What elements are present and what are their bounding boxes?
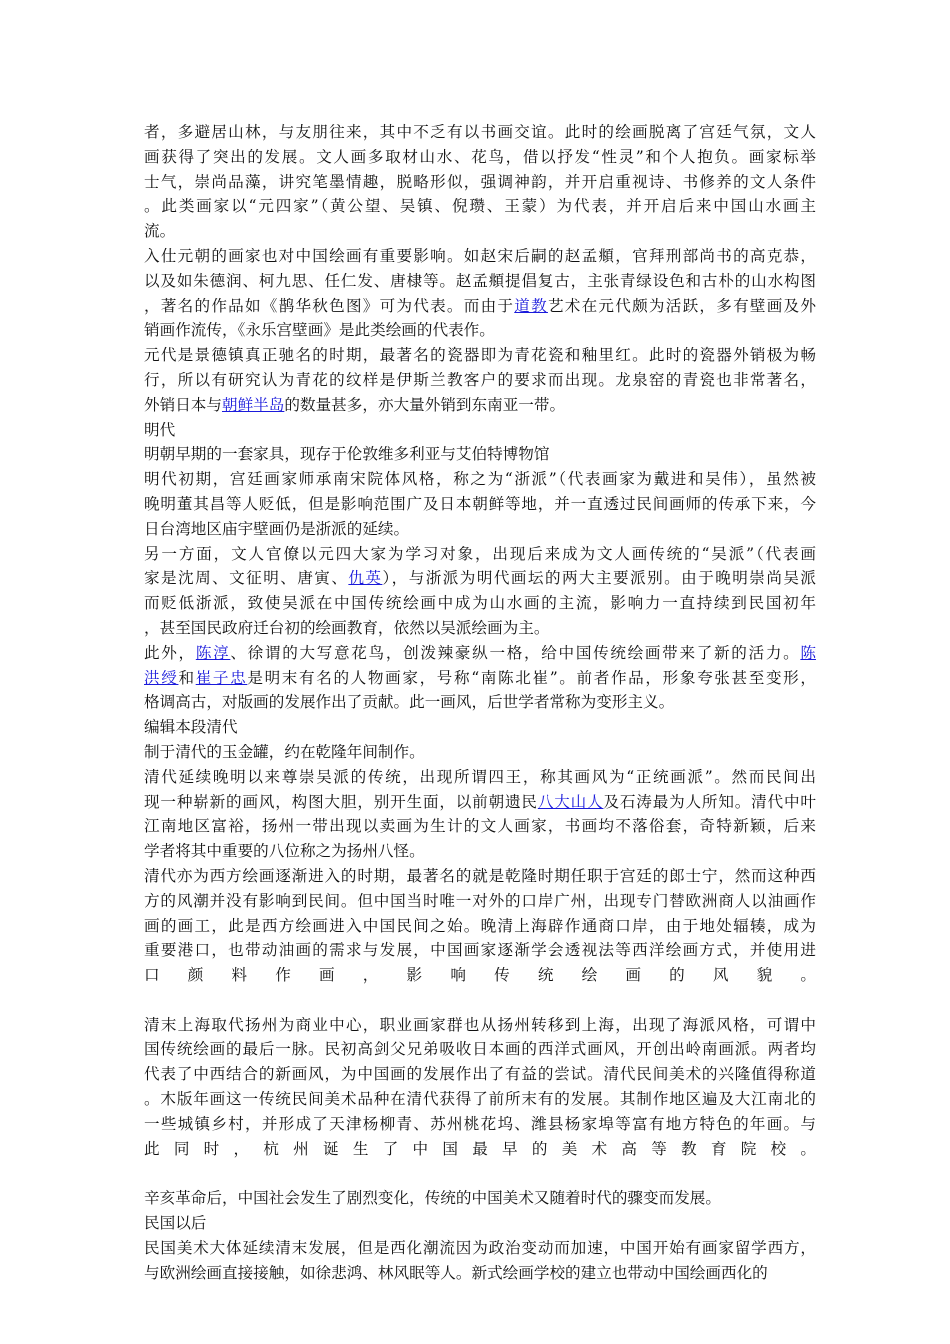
text-line xyxy=(144,641,816,666)
text-line xyxy=(144,1261,816,1286)
text-line xyxy=(144,1161,816,1186)
text-run: 的数量甚多，亦大量外销到东南亚一带。 xyxy=(284,395,566,414)
text-run: 明代 xyxy=(144,420,176,439)
text-line xyxy=(144,1037,816,1062)
text-run: 及石涛最为人所知。清代中叶 xyxy=(603,792,816,811)
text-run: 另一方面，文人官僚以元四大家为学习对象，出现后来成为文人画传统的“吴派”（代表画 xyxy=(144,544,816,563)
text-line xyxy=(144,244,816,269)
text-run: 江南地区富裕，扬州一带出现以卖画为生计的文人画家，书画均不落俗套，奇特新颖，后来 xyxy=(144,817,816,836)
text-run: 民国以后 xyxy=(144,1214,207,1233)
text-run: 此同时，杭州诞生了中国最早的美术高等教育院校。 xyxy=(144,1139,816,1158)
paragraph xyxy=(144,864,816,1013)
text-line xyxy=(144,294,816,319)
text-run: ），与浙派为明代画坛的两大主要派别。由于晚明崇尚吴派 xyxy=(382,569,816,588)
text-run: 民国美术大体延续清末发展，但是西化潮流因为政治变动而加速，中国开始有画家留学西方， xyxy=(144,1238,816,1257)
text-run: 者，多避居山林，与友朋往来，其中不乏有以书画交谊。此时的绘画脱离了宫廷气氛，文人 xyxy=(144,123,816,141)
text-run: 编辑本段清代 xyxy=(144,718,238,737)
text-line xyxy=(144,418,816,443)
text-run: 。此类画家以“元四家”（黄公望、吴镇、倪瓒、王蒙）为代表，并开启后来中国山水画主 xyxy=(144,197,816,216)
paragraph xyxy=(144,120,816,244)
text-line xyxy=(144,467,816,492)
text-run: 学者将其中重要的八位称之为扬州八怪。 xyxy=(144,842,425,861)
text-line xyxy=(144,1236,816,1261)
text-run: 。木版年画这一传统民间美术品种在清代获得了前所末有的发展。其制作地区遍及大江南北的 xyxy=(144,1090,816,1109)
text-run: 画的画工，此是西方绘画进入中国民间之始。晚清上海辟作通商口岸，由于地处辐辏，成为 xyxy=(144,916,816,935)
text-line xyxy=(144,368,816,393)
text-line xyxy=(144,839,816,864)
text-run: 艺术在元代颇为活跃，多有壁画及外 xyxy=(547,296,816,315)
text-line xyxy=(144,1062,816,1087)
text-line xyxy=(144,517,816,542)
inline-link[interactable]: 仇英 xyxy=(348,569,383,588)
text-line xyxy=(144,343,816,368)
text-line xyxy=(144,219,816,244)
text-run: 明朝早期的一套家具，现存于伦敦维多利亚与艾伯特博物馆 xyxy=(144,445,550,464)
document-page xyxy=(144,120,816,1285)
text-line xyxy=(144,765,816,790)
text-run: 清代亦为西方绘画逐渐进入的时期，最著名的就是乾隆时期任职于宫廷的郎士宁，然而这种西 xyxy=(144,866,816,885)
text-run: 一些城镇乡村，并形成了天津杨柳青、苏州桃花坞、潍县杨家埠等富有地方特色的年画。与 xyxy=(144,1114,816,1133)
text-run: 、徐谓的大写意花鸟，创泼辣豪纵一格，给中国传统绘画带来了新的活力。 xyxy=(230,643,801,662)
text-run: 晚明董其昌等人贬低，但是影响范围广及日本朝鲜等地，并一直透过民间画师的传承下来，今 xyxy=(144,494,816,513)
inline-link[interactable]: 洪绶 xyxy=(144,668,179,687)
text-line xyxy=(144,442,816,467)
paragraph xyxy=(144,542,816,641)
text-line xyxy=(144,666,816,691)
text-run: 制于清代的玉金罐，约在乾隆年间制作。 xyxy=(144,742,425,761)
text-line xyxy=(144,740,816,765)
inline-link[interactable]: 八大山人 xyxy=(537,792,604,811)
text-line xyxy=(144,393,816,418)
paragraph xyxy=(144,1236,816,1286)
text-line xyxy=(144,814,816,839)
text-run: 口颜料作画，影响传统绘画的风貌。 xyxy=(144,966,816,985)
text-run: 以及如朱德润、柯九思、任仁发、唐棣等。赵孟頫提倡复古，主张青绿设色和古朴的山水构图 xyxy=(144,271,816,290)
text-line xyxy=(144,1013,816,1038)
text-line xyxy=(144,1137,816,1162)
text-line xyxy=(144,715,816,740)
inline-link[interactable]: 陈淳 xyxy=(195,643,231,662)
text-line xyxy=(144,1087,816,1112)
paragraph xyxy=(144,418,816,443)
text-line xyxy=(144,269,816,294)
text-run: 国传统绘画的最后一脉。民初高剑父兄弟吸收日本画的西洋式画风，开创出岭南画派。两者均 xyxy=(144,1040,816,1059)
text-run: 家是沈周、文征明、唐寅、 xyxy=(144,569,349,588)
text-line xyxy=(144,938,816,963)
inline-link[interactable]: 道教 xyxy=(514,296,548,315)
text-run: 流。 xyxy=(144,222,176,241)
text-line xyxy=(144,591,816,616)
text-run: 入仕元朝的画家也对中国绘画有重要影响。如赵宋后嗣的赵孟頫，官拜刑部尚书的高克恭， xyxy=(144,246,816,265)
text-line xyxy=(144,988,816,1013)
text-run: 与欧洲绘画直接接触，如徐悲鸿、林风眠等人。新式绘画学校的建立也带动中国绘画西化的 xyxy=(144,1263,768,1282)
text-line xyxy=(144,194,816,219)
text-run: 格调高古，对版画的发展作出了贡献。此一画风，后世学者常称为变形主义。 xyxy=(144,693,675,712)
paragraph xyxy=(144,765,816,864)
paragraph xyxy=(144,1211,816,1236)
text-line xyxy=(144,1112,816,1137)
text-run: 明代初期，宫廷画家师承南宋院体风格，称之为“浙派”（代表画家为戴进和吴伟），虽然被 xyxy=(144,470,816,489)
text-line xyxy=(144,170,816,195)
text-run: 销画作流传，《永乐宫壁画》是此类绘画的代表作。 xyxy=(144,321,495,340)
text-line xyxy=(144,790,816,815)
text-line xyxy=(144,864,816,889)
text-run: 士气，崇尚品藻，讲究笔墨情趣，脱略形似，强调神韵，并开启重视诗、书修养的文人条件 xyxy=(144,172,816,191)
text-run: ，著名的作品如《鹊华秋色图》可为代表。而由于 xyxy=(144,296,515,315)
text-line xyxy=(144,318,816,343)
text-run: 外销日本与 xyxy=(144,395,222,414)
text-run: 而贬低浙派，致使吴派在中国传统绘画中成为山水画的主流，影响力一直持续到民国初年 xyxy=(144,594,816,613)
text-line xyxy=(144,914,816,939)
text-run: 行，所以有研究认为青花的纹样是伊斯兰教客户的要求而出现。龙泉窑的青瓷也非常著名， xyxy=(144,370,816,389)
text-run: 日台湾地区庙宇壁画仍是浙派的延续。 xyxy=(144,519,410,538)
text-run: 代表了中西结合的新画风，为中国画的发展作出了有益的尝试。清代民间美术的兴隆值得称道 xyxy=(144,1065,816,1084)
text-run: 清末上海取代扬州为商业中心，职业画家群也从扬州转移到上海，出现了海派风格，可谓中 xyxy=(144,1015,816,1034)
text-run: 清代延续晚明以来尊崇吴派的传统，出现所谓四王，称其画风为“正统画派”。然而民间出 xyxy=(144,767,816,786)
paragraph xyxy=(144,641,816,715)
text-run: 画获得了突出的发展。文人画多取材山水、花鸟，借以抒发“性灵”和个人抱负。画家标举 xyxy=(144,147,816,166)
inline-link[interactable]: 朝鲜半岛 xyxy=(221,395,285,414)
inline-link[interactable]: 崔子忠 xyxy=(195,668,248,687)
text-run: 此外， xyxy=(144,643,196,662)
text-run: 辛亥革命后，中国社会发生了剧烈变化，传统的中国美术又随着时代的骤变而发展。 xyxy=(144,1189,721,1208)
text-line xyxy=(144,145,816,170)
text-line xyxy=(144,963,816,988)
text-line xyxy=(144,889,816,914)
text-run: 重要港口，也带动油画的需求与发展，中国画家逐渐学会透视法等西洋绘画方式，并使用进 xyxy=(144,941,816,960)
text-run: ，甚至国民政府迁台初的绘画教育，依然以吴派绘画为主。 xyxy=(144,618,550,637)
text-line xyxy=(144,566,816,591)
paragraph xyxy=(144,1013,816,1187)
paragraph xyxy=(144,740,816,765)
paragraph xyxy=(144,244,816,343)
inline-link[interactable]: 陈 xyxy=(800,643,816,662)
text-run: 是明末有名的人物画家，号称“南陈北崔”。前者作品，形象夸张甚至变形， xyxy=(247,668,816,687)
paragraph xyxy=(144,1186,816,1211)
text-run: 方的风潮并没有影响到民间。但中国当时唯一对外的口岸广州，出现专门替欧洲商人以油画作 xyxy=(144,891,816,910)
text-line xyxy=(144,492,816,517)
text-line xyxy=(144,542,816,567)
text-run: 元代是景德镇真正驰名的时期，最著名的瓷器即为青花瓷和釉里红。此时的瓷器外销极为畅 xyxy=(144,346,816,365)
text-run: 和 xyxy=(178,668,196,687)
text-run: 现一种崭新的画风，构图大胆，别开生面，以前朝遗民 xyxy=(144,792,538,811)
paragraph xyxy=(144,467,816,541)
text-line xyxy=(144,1186,816,1211)
text-line xyxy=(144,120,816,145)
paragraph xyxy=(144,442,816,467)
paragraph xyxy=(144,715,816,740)
text-line xyxy=(144,616,816,641)
text-line xyxy=(144,690,816,715)
paragraph xyxy=(144,343,816,417)
text-line xyxy=(144,1211,816,1236)
